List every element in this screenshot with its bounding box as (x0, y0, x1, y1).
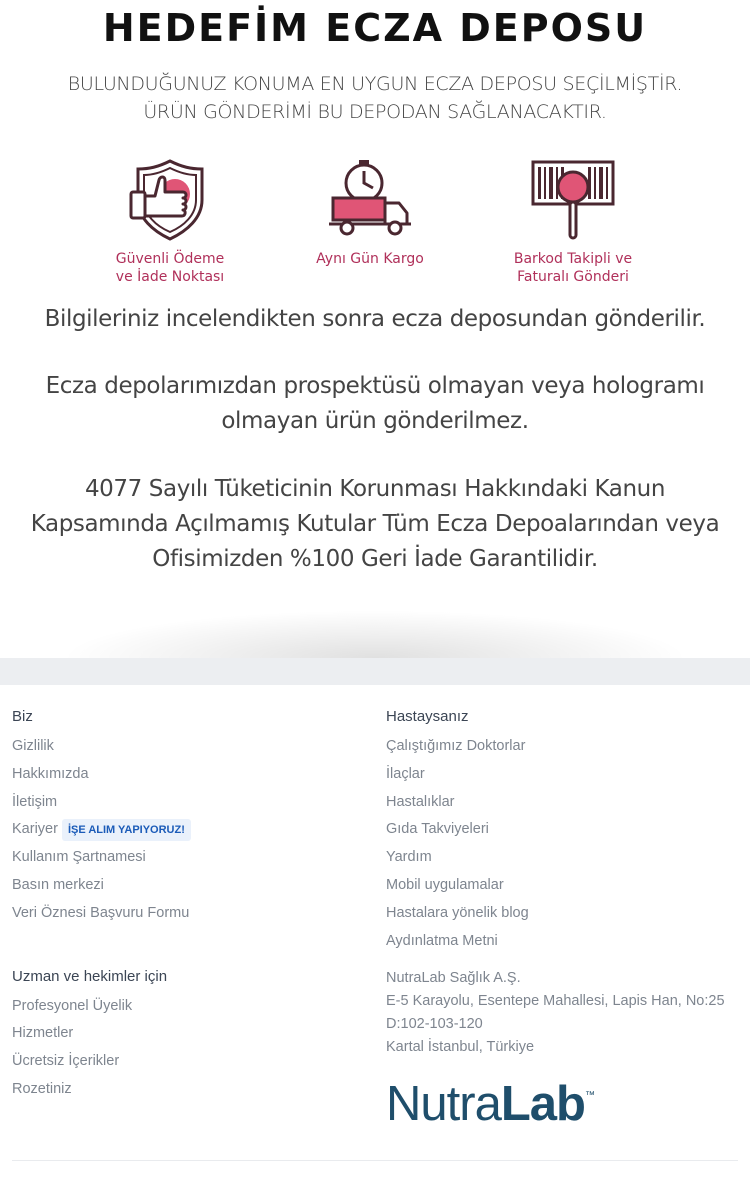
feature-label (473, 250, 673, 286)
footer-link-medicines[interactable]: İlaçlar (386, 765, 425, 782)
info-line: Ecza depolarımızdan prospektüsü olmayan veya hologramı (45, 373, 705, 399)
company-name: NutraLab Sağlık A.Ş. (386, 970, 521, 987)
footer-link-data-form[interactable]: Veri Öznesi Başvuru Formu (12, 904, 190, 921)
footer-link-badge[interactable]: Rozetiniz (12, 1080, 72, 1097)
footer-link-doctors[interactable]: Çalıştığımız Doktorlar (386, 738, 526, 754)
logo-text-nutra: Nutra (386, 1077, 501, 1131)
hiring-badge[interactable]: İŞE ALIM YAPIYORUZ! (62, 819, 191, 841)
footer-link-patient-blog[interactable]: Hastalara yönelik blog (386, 904, 529, 921)
info-line: 4077 Sayılı Tüketicinin Korunması Hakkındaki Kanun (84, 476, 666, 502)
footer-link-career[interactable]: Kariyer (12, 821, 58, 838)
feature-label-line: Aynı Gün Kargo (316, 251, 424, 267)
nutralab-logo[interactable] (386, 1076, 594, 1132)
feature-label-line: Güvenli Ödeme (115, 251, 225, 267)
delivery-truck-icon (325, 158, 415, 242)
secure-payment-shield-icon (125, 158, 215, 242)
feature-same-day-cargo (270, 158, 470, 268)
footer-link-privacy[interactable]: Gizlilik (12, 738, 54, 754)
footer-link-help[interactable]: Yardım (386, 849, 432, 866)
footer-link-services[interactable]: Hizmetler (12, 1025, 74, 1042)
info-paragraph (0, 472, 750, 577)
info-line: olmayan ürün gönderilmez. (221, 408, 529, 434)
footer-link-mobile-apps[interactable]: Mobil uygulamalar (386, 876, 504, 893)
footer-heading-experts: Uzman ve hekimler için (12, 967, 168, 985)
address-line: D:102-103-120 (386, 1016, 483, 1033)
page-title: HEDEFİM ECZA DEPOSU (102, 6, 648, 50)
barcode-tracking-icon (528, 158, 618, 242)
feature-label (270, 250, 470, 268)
section-shadow (60, 610, 690, 658)
logo-trademark: ™ (584, 1090, 594, 1101)
address-line: Kartal İstanbul, Türkiye (386, 1039, 535, 1056)
footer-link-terms[interactable]: Kullanım Şartnamesi (12, 849, 146, 866)
footer-link-supplements[interactable]: Gıda Takviyeleri (386, 821, 489, 838)
footer-heading-patients: Hastaysanız (386, 708, 469, 725)
info-line: Bilgileriniz incelendikten sonra ecza deposundan gönderilir. (44, 306, 706, 332)
address-line: E-5 Karayolu, Esentepe Mahallesi, Lapis Han, No:25 (386, 993, 725, 1010)
footer-divider (12, 1160, 738, 1161)
footer-link-about[interactable]: Hakkımızda (12, 765, 89, 782)
feature-secure-payment (70, 158, 270, 286)
info-line: Ofisimizden %100 Geri İade Garantilidir. (152, 546, 598, 572)
footer-column-right (386, 700, 746, 1059)
feature-label-line: Barkod Takipli ve (513, 251, 633, 267)
footer-link-press[interactable]: Basın merkezi (12, 876, 104, 893)
subtitle-line: BULUNDUĞUNUZ KONUMA EN UYGUN ECZA DEPOSU SEÇİLMİŞTİR. (67, 73, 683, 95)
info-paragraph (0, 369, 750, 439)
company-address (386, 967, 746, 1059)
footer-link-free-content[interactable]: Ücretsiz İçerikler (12, 1053, 120, 1070)
subtitle (0, 70, 750, 126)
info-line: Kapsamında Açılmamış Kutular Tüm Ecza Depoalarından veya (30, 511, 720, 537)
footer-link-disclosure[interactable]: Aydınlatma Metni (386, 932, 498, 949)
footer-heading-biz: Biz (12, 708, 33, 725)
info-paragraph (0, 302, 750, 337)
subtitle-line: ÜRÜN GÖNDERİMİ BU DEPODAN SAĞLANACAKTIR. (143, 101, 607, 123)
footer-link-membership[interactable]: Profesyonel Üyelik (12, 997, 133, 1014)
footer-link-career-row (12, 816, 362, 844)
footer-link-diseases[interactable]: Hastalıklar (386, 793, 455, 810)
footer-band (0, 658, 750, 685)
feature-label-line: Faturalı Gönderi (517, 269, 629, 285)
feature-barcode-tracking (473, 158, 673, 286)
feature-label-line: ve İade Noktası (115, 269, 225, 285)
footer-link-contact[interactable]: İletişim (12, 793, 58, 810)
footer-column-left (12, 700, 362, 1104)
feature-label (70, 250, 270, 286)
logo-text-lab: Lab (500, 1077, 585, 1131)
